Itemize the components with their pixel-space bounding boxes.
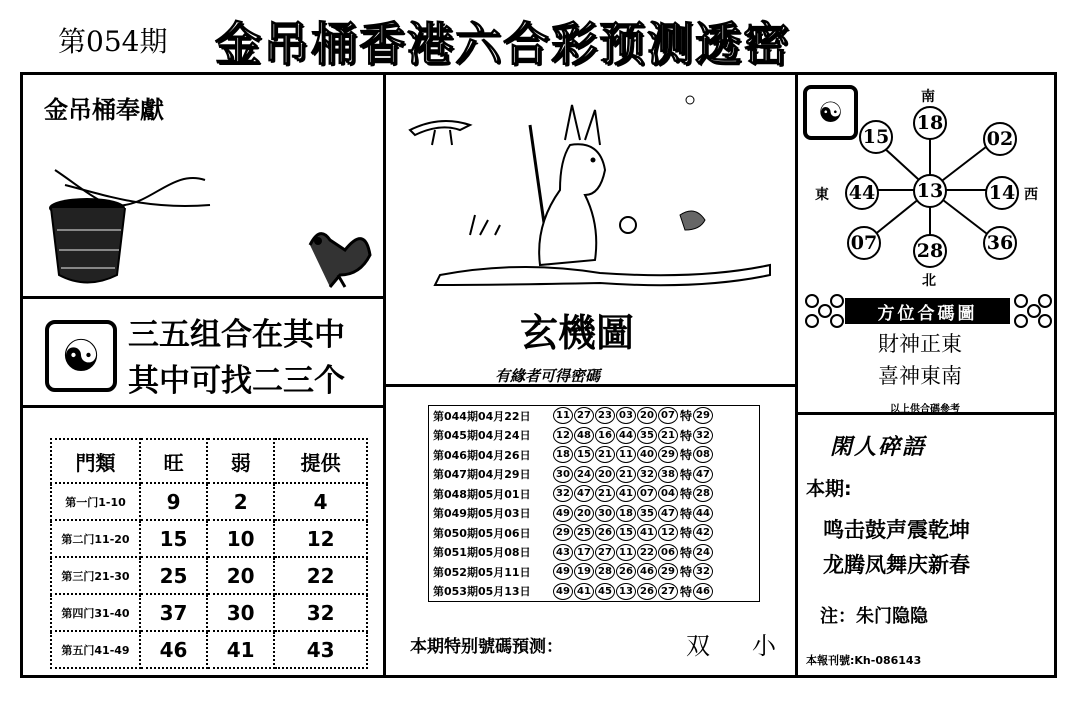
history-date: 第050期05月06日 — [433, 526, 531, 540]
history-row — [429, 543, 759, 563]
number-ball: 12 — [553, 427, 573, 444]
cell: 22 — [274, 557, 367, 594]
rooster-icon — [300, 215, 375, 290]
history-date: 第046期04月26日 — [433, 448, 531, 462]
number-ball: 49 — [553, 563, 573, 580]
header-cell: 旺 — [140, 439, 207, 483]
number-ball: 11 — [616, 544, 636, 561]
number-ball: 07 — [658, 407, 678, 424]
number-ball: 24 — [574, 466, 594, 483]
number-ball: 47 — [574, 485, 594, 502]
number-ball: 13 — [616, 583, 636, 600]
number-ball: 04 — [658, 485, 678, 502]
direction-north: 南 — [921, 89, 935, 105]
flower-icon — [818, 304, 832, 318]
header-cell: 門類 — [51, 439, 140, 483]
table-row — [51, 594, 367, 631]
number-ball: 21 — [595, 485, 615, 502]
cell: 46 — [140, 631, 207, 668]
motto-line: 其中可找二三个 — [128, 363, 345, 399]
history-row — [429, 523, 759, 543]
cell: 9 — [140, 483, 207, 520]
divider — [795, 72, 798, 678]
fortune-line: 財神正東 — [878, 332, 962, 356]
history-row — [429, 465, 759, 485]
history-date: 第052期05月11日 — [433, 565, 531, 579]
row-label: 第一门1-10 — [51, 483, 140, 520]
motto — [128, 312, 345, 404]
history-row — [429, 582, 759, 602]
direction-south: 北 — [922, 273, 936, 289]
number-ball: 23 — [595, 407, 615, 424]
issue-number: 第054期 — [58, 25, 168, 58]
special-number-ball: 32 — [693, 427, 713, 444]
special-number-ball: 46 — [693, 583, 713, 600]
number-ball: 21 — [595, 446, 615, 463]
cell: 10 — [207, 520, 274, 557]
number-ball: 40 — [637, 446, 657, 463]
special-number-ball: 42 — [693, 524, 713, 541]
direction-east: 東 — [815, 187, 829, 203]
number-ball: 21 — [658, 427, 678, 444]
compass-number: 44 — [845, 176, 879, 210]
compass-number: 07 — [847, 226, 881, 260]
history-row — [429, 426, 759, 446]
special-value: 双 — [686, 632, 710, 660]
number-ball: 44 — [616, 427, 636, 444]
flower-icon — [805, 294, 819, 308]
number-ball: 41 — [616, 485, 636, 502]
header-cell: 提供 — [274, 439, 367, 483]
motto-line: 三五组合在其中 — [128, 317, 345, 353]
special-value: 小 — [752, 632, 776, 660]
gates-table — [50, 438, 368, 669]
history-row — [429, 562, 759, 582]
row-label: 第四门31-40 — [51, 594, 140, 631]
flower-icon — [805, 314, 819, 328]
cell: 41 — [207, 631, 274, 668]
number-ball: 35 — [637, 505, 657, 522]
special-marker: 特 — [680, 487, 693, 502]
yinyang-icon: ☯ — [45, 320, 117, 392]
number-ball: 43 — [553, 544, 573, 561]
special-marker: 特 — [680, 526, 693, 541]
history-row — [429, 484, 759, 504]
special-prediction-label: 本期特别號碼預测： — [410, 637, 563, 657]
number-ball: 35 — [637, 427, 657, 444]
number-ball: 29 — [658, 563, 678, 580]
number-ball: 17 — [574, 544, 594, 561]
chat-title: 閑人碎語 — [830, 435, 927, 460]
number-ball: 41 — [637, 524, 657, 541]
compass-number: 18 — [913, 106, 947, 140]
serial-number: 本報刊號:Kh-086143 — [806, 654, 922, 667]
cell: 25 — [140, 557, 207, 594]
cell: 30 — [207, 594, 274, 631]
cell: 15 — [140, 520, 207, 557]
history-date: 第048期05月01日 — [433, 487, 531, 501]
flower-icon — [830, 294, 844, 308]
bucket-illustration — [45, 150, 220, 290]
number-ball: 29 — [658, 446, 678, 463]
table-row — [51, 557, 367, 594]
picture-caption: 有緣者可得密碼 — [495, 367, 601, 385]
number-ball: 12 — [658, 524, 678, 541]
poem — [823, 512, 970, 582]
special-marker: 特 — [680, 545, 693, 560]
flower-icon — [1014, 314, 1028, 328]
row-label: 第五门41-49 — [51, 631, 140, 668]
history-results — [428, 405, 760, 602]
number-ball: 25 — [574, 524, 594, 541]
special-number-ball: 29 — [693, 407, 713, 424]
cell: 2 — [207, 483, 274, 520]
special-marker: 特 — [680, 467, 693, 482]
special-number-ball: 47 — [693, 466, 713, 483]
number-ball: 27 — [574, 407, 594, 424]
number-ball: 21 — [616, 466, 636, 483]
number-ball: 03 — [616, 407, 636, 424]
history-date: 第047期04月29日 — [433, 468, 531, 482]
special-number-ball: 24 — [693, 544, 713, 561]
compass-number: 36 — [983, 226, 1017, 260]
cell: 12 — [274, 520, 367, 557]
cell: 32 — [274, 594, 367, 631]
number-ball: 28 — [595, 563, 615, 580]
history-date: 第049期05月03日 — [433, 507, 531, 521]
cell: 37 — [140, 594, 207, 631]
special-number-ball: 08 — [693, 446, 713, 463]
special-marker: 特 — [680, 584, 693, 599]
table-row — [51, 631, 367, 668]
compass-number: 15 — [859, 120, 893, 154]
flower-icon — [830, 314, 844, 328]
number-ball: 41 — [574, 583, 594, 600]
compass-number: 28 — [913, 234, 947, 268]
number-ball: 15 — [616, 524, 636, 541]
number-ball: 18 — [553, 446, 573, 463]
banner-title: 方位合碼圖 — [845, 298, 1010, 324]
compass-number: 02 — [983, 122, 1017, 156]
history-row — [429, 504, 759, 524]
divider — [383, 72, 386, 678]
special-number-ball: 28 — [693, 485, 713, 502]
special-number-ball: 32 — [693, 563, 713, 580]
special-marker: 特 — [680, 448, 693, 463]
special-marker: 特 — [680, 409, 693, 424]
number-ball: 11 — [616, 446, 636, 463]
cell: 4 — [274, 483, 367, 520]
fortune-line: 喜神東南 — [878, 364, 962, 388]
cell: 20 — [207, 557, 274, 594]
bagua-icon: ☯ — [803, 85, 858, 140]
history-row — [429, 406, 759, 426]
number-ball: 46 — [637, 563, 657, 580]
compass-number: 14 — [985, 176, 1019, 210]
number-ball: 30 — [553, 466, 573, 483]
cell: 43 — [274, 631, 367, 668]
history-date: 第045期04月24日 — [433, 429, 531, 443]
rabbit-illustration — [400, 85, 785, 295]
number-ball: 47 — [658, 505, 678, 522]
poem-line: 鸣击鼓声震乾坤 — [823, 517, 970, 542]
number-ball: 22 — [637, 544, 657, 561]
number-ball: 20 — [637, 407, 657, 424]
number-ball: 38 — [658, 466, 678, 483]
history-date: 第044期04月22日 — [433, 409, 531, 423]
brand-label: 金吊桶奉獻 — [44, 96, 164, 124]
table-row — [51, 520, 367, 557]
number-ball: 29 — [553, 524, 573, 541]
number-ball: 48 — [574, 427, 594, 444]
number-ball: 06 — [658, 544, 678, 561]
picture-title: 玄機圖 — [520, 310, 635, 355]
history-row — [429, 445, 759, 465]
number-ball: 49 — [553, 583, 573, 600]
reference-note: 以上供合碼參考 — [890, 404, 960, 415]
number-ball: 11 — [553, 407, 573, 424]
table-header — [51, 439, 367, 483]
number-ball: 32 — [637, 466, 657, 483]
number-ball: 32 — [553, 485, 573, 502]
number-ball: 19 — [574, 563, 594, 580]
compass-number: 13 — [913, 174, 947, 208]
number-ball: 27 — [658, 583, 678, 600]
number-ball: 49 — [553, 505, 573, 522]
number-ball: 16 — [595, 427, 615, 444]
table-row — [51, 483, 367, 520]
number-ball: 20 — [595, 466, 615, 483]
special-marker: 特 — [680, 565, 693, 580]
number-ball: 26 — [616, 563, 636, 580]
number-ball: 20 — [574, 505, 594, 522]
special-number-ball: 44 — [693, 505, 713, 522]
row-label: 第二门11-20 — [51, 520, 140, 557]
header-cell: 弱 — [207, 439, 274, 483]
page-title: 金吊桶香港六合彩预测透密 — [215, 17, 791, 71]
row-label: 第三门21-30 — [51, 557, 140, 594]
flower-icon — [1014, 294, 1028, 308]
number-ball: 26 — [637, 583, 657, 600]
divider — [20, 405, 385, 408]
direction-west: 西 — [1024, 187, 1038, 203]
number-ball: 45 — [595, 583, 615, 600]
number-ball: 07 — [637, 485, 657, 502]
note: 注：朱门隐隐 — [820, 606, 928, 627]
current-issue-label: 本期: — [806, 478, 852, 500]
history-date: 第053期05月13日 — [433, 585, 531, 599]
fortune-directions — [878, 328, 962, 392]
history-date: 第051期05月08日 — [433, 546, 531, 560]
divider — [20, 296, 385, 299]
special-marker: 特 — [680, 506, 693, 521]
number-ball: 30 — [595, 505, 615, 522]
flower-icon — [1038, 294, 1052, 308]
number-ball: 27 — [595, 544, 615, 561]
flower-icon — [1038, 314, 1052, 328]
number-ball: 15 — [574, 446, 594, 463]
number-ball: 18 — [616, 505, 636, 522]
number-ball: 26 — [595, 524, 615, 541]
poem-line: 龙腾凤舞庆新春 — [823, 552, 970, 577]
special-marker: 特 — [680, 428, 693, 443]
